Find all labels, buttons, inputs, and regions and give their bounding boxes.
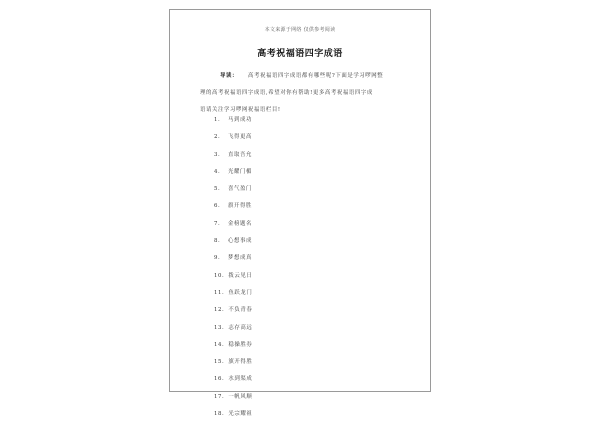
item-text: 心想事成 bbox=[228, 238, 252, 245]
item-text: 光耀门楣 bbox=[228, 168, 252, 175]
list-item bbox=[214, 112, 404, 129]
item-number: 10. bbox=[214, 272, 225, 279]
list-item bbox=[214, 198, 404, 215]
item-text: 旗开得胜 bbox=[228, 203, 252, 210]
item-text: 不负青春 bbox=[228, 307, 253, 314]
item-text: 梦想成真 bbox=[228, 255, 252, 262]
item-number: 12. bbox=[214, 307, 225, 314]
list-item bbox=[214, 129, 404, 146]
item-text: 鱼跃龙门 bbox=[228, 289, 253, 296]
item-number: 2. bbox=[214, 134, 221, 141]
item-text: 光宗耀祖 bbox=[228, 411, 253, 418]
item-number: 15. bbox=[214, 359, 225, 366]
item-text: 水到渠成 bbox=[228, 376, 253, 383]
item-number: 14. bbox=[214, 341, 225, 348]
item-text: 稳操胜券 bbox=[228, 341, 253, 348]
item-text: 旗开得胜 bbox=[228, 359, 253, 366]
list-item bbox=[214, 406, 404, 423]
item-text: 拨云见日 bbox=[228, 272, 253, 279]
list-item bbox=[214, 285, 404, 302]
item-number: 11. bbox=[214, 289, 225, 296]
item-text: 飞得更高 bbox=[228, 134, 252, 141]
item-number: 16. bbox=[214, 376, 225, 383]
list-item bbox=[214, 389, 404, 406]
intro-line-1-text: 高考祝福语四字成语都有哪些呢?下面是学习啰网整 bbox=[247, 73, 384, 79]
intro-line-2: 理的高考祝福语四字成语,希望对你有帮助!更多高考祝福语四字成 bbox=[200, 90, 373, 96]
item-text: 金榜题名 bbox=[228, 220, 252, 227]
item-number: 13. bbox=[214, 324, 225, 331]
item-number: 8. bbox=[214, 238, 221, 245]
source-notice: 本文来源于网络 仅供参考阅读 bbox=[264, 27, 336, 33]
item-number: 6. bbox=[214, 203, 221, 210]
item-text: 喜气盈门 bbox=[228, 186, 252, 193]
item-number: 4. bbox=[214, 168, 221, 175]
list-item bbox=[214, 147, 404, 164]
list-item bbox=[214, 337, 404, 354]
item-number: 18. bbox=[214, 411, 225, 418]
list-item bbox=[214, 250, 404, 267]
list-item bbox=[214, 302, 404, 319]
list-item bbox=[214, 164, 404, 181]
list-item bbox=[214, 354, 404, 371]
list-item bbox=[214, 181, 404, 198]
list-item bbox=[214, 216, 404, 233]
item-number: 9. bbox=[214, 255, 221, 262]
item-text: 一帆风顺 bbox=[228, 393, 253, 400]
intro-line-3: 语请关注学习啰网祝福语栏目! bbox=[200, 107, 281, 113]
item-number: 5. bbox=[214, 186, 221, 193]
item-text: 直取吾允 bbox=[228, 151, 252, 158]
list-item bbox=[214, 268, 404, 285]
list-item bbox=[214, 233, 404, 250]
item-number: 7. bbox=[214, 220, 221, 227]
item-number: 3. bbox=[214, 151, 221, 158]
list-item bbox=[214, 320, 404, 337]
intro-label: 导读： bbox=[220, 73, 238, 79]
item-text: 志存高远 bbox=[228, 324, 253, 331]
item-number: 1. bbox=[214, 117, 221, 123]
list-item bbox=[214, 371, 404, 388]
idiom-list bbox=[214, 112, 404, 423]
item-number: 17. bbox=[214, 393, 225, 400]
document-title: 高考祝福语四字成语 bbox=[257, 49, 343, 59]
intro-line-1 bbox=[200, 68, 406, 85]
item-text: 马到成功 bbox=[228, 117, 252, 123]
document-page bbox=[169, 9, 431, 418]
